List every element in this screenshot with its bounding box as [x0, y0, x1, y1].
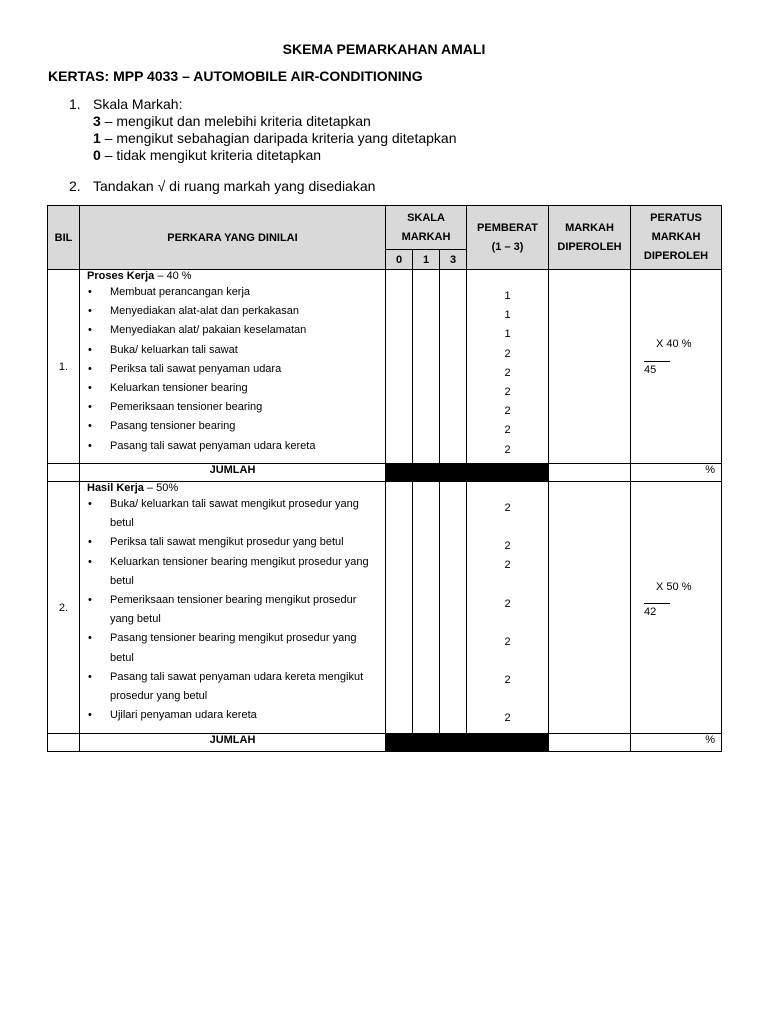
weight-value: 2 — [504, 502, 511, 514]
table-header-row — [48, 206, 722, 250]
section-criteria — [80, 482, 386, 734]
section-heading — [80, 482, 385, 495]
weight-value: 2 — [504, 712, 511, 725]
header-skala-line2: MARKAH — [401, 230, 451, 243]
total-row — [48, 734, 722, 752]
total-percent: % — [631, 464, 722, 482]
scale-desc: – mengikut dan melebihi kriteria ditetapkan — [100, 113, 371, 129]
header-peratus — [631, 206, 722, 270]
total-label: JUMLAH — [80, 734, 386, 752]
scale-score: 0 — [93, 147, 101, 163]
section-heading-weight: – 50% — [143, 482, 179, 494]
header-perkara: PERKARA YANG DINILAI — [80, 206, 386, 270]
fraction — [631, 361, 721, 377]
weight-value: 2 — [504, 597, 511, 610]
section-heading-weight: – 40 % — [154, 270, 192, 282]
mark-cell-1[interactable] — [413, 270, 440, 464]
weight-column — [467, 270, 549, 464]
weight-value: 2 — [504, 386, 511, 399]
list-item: • Periksa tali sawat mengikut prosedur yang betul — [80, 533, 385, 552]
criteria-list — [80, 495, 385, 725]
weight-value: 2 — [504, 443, 511, 456]
percent-formula: X 40 % — [656, 338, 692, 350]
mark-cell-3[interactable] — [440, 270, 467, 464]
document-title: SKEMA PEMARKAHAN AMALI — [282, 41, 486, 57]
header-skala — [386, 206, 467, 250]
header-markah-line2: DIPEROLEH — [557, 240, 622, 253]
total-percent: % — [631, 734, 722, 752]
weight-value: 2 — [504, 540, 511, 553]
weight-value: 2 — [504, 424, 511, 437]
percent-formula: X 50 % — [656, 581, 692, 593]
weight-value: 2 — [504, 366, 511, 379]
list-item: • Pasang tensioner bearing — [80, 417, 385, 436]
list-item: • Buka/ keluarkan tali sawat — [80, 341, 385, 360]
header-peratus-line1: PERATUS — [650, 212, 702, 224]
header-peratus-line3: DIPEROLEH — [643, 250, 709, 262]
list-item: • Pemeriksaan tensioner bearing mengikut prosedur yang betul — [80, 591, 385, 629]
fraction — [631, 603, 721, 619]
list-item: • Pasang tensioner bearing mengikut prosedur yang betul — [80, 629, 385, 667]
list-item: • Ujilari penyaman udara kereta — [80, 706, 385, 725]
scale-score: 3 — [93, 113, 101, 129]
mark-cell-1[interactable] — [413, 482, 440, 734]
scale-label: Skala Markah: — [93, 96, 183, 112]
weight-value: 2 — [504, 635, 511, 648]
blacked-out-cell — [386, 734, 549, 752]
mark-cell-0[interactable] — [386, 270, 413, 464]
section-row-proses-kerja — [48, 270, 722, 464]
percentage-cell — [631, 270, 722, 464]
section-heading-bold: Hasil Kerja — [87, 482, 144, 494]
section-row-hasil-kerja — [48, 482, 722, 734]
total-marks-cell[interactable] — [549, 734, 631, 752]
percent-denominator: 45 — [644, 364, 657, 376]
scale-desc: – tidak mengikut kriteria ditetapkan — [100, 147, 322, 163]
header-pemberat — [467, 206, 549, 270]
weight-value: 1 — [504, 290, 511, 302]
percent-denominator: 42 — [644, 606, 657, 618]
list-item: • Keluarkan tensioner bearing mengikut prosedur yang betul — [80, 553, 385, 591]
list-item: • Menyediakan alat-alat dan perkakasan — [80, 302, 385, 321]
total-label: JUMLAH — [80, 464, 386, 482]
weight-value: 2 — [504, 559, 511, 572]
section-number: 1. — [48, 270, 80, 464]
criteria-list — [80, 283, 385, 456]
marking-scheme-table — [47, 205, 722, 752]
header-peratus-line2: MARKAH — [651, 231, 701, 243]
total-marks-cell[interactable] — [549, 464, 631, 482]
blacked-out-cell — [386, 464, 549, 482]
header-markah-line1: MARKAH — [565, 221, 614, 234]
weight-value: 2 — [504, 405, 511, 418]
tick-instruction-text: Tandakan √ di ruang markah yang disediakan — [93, 178, 376, 194]
header-scale-0: 0 — [386, 250, 413, 270]
percentage-cell — [631, 482, 722, 734]
weight-value: 2 — [504, 674, 511, 687]
instruction-number: 1. — [69, 96, 81, 112]
weight-value: 2 — [504, 347, 511, 360]
instruction-number: 2. — [69, 178, 81, 194]
list-item: • Menyediakan alat/ pakaian keselamatan — [80, 321, 385, 340]
header-markah — [549, 206, 631, 270]
weight-column — [467, 482, 549, 734]
list-item: • Pasang tali sawat penyaman udara kereta mengikut prosedur yang betul — [80, 668, 385, 706]
section-criteria — [80, 270, 386, 464]
marks-obtained-cell[interactable] — [549, 482, 631, 734]
list-item: • Keluarkan tensioner bearing — [80, 379, 385, 398]
section-heading-bold: Proses Kerja — [87, 270, 155, 282]
marks-obtained-cell[interactable] — [549, 270, 631, 464]
weight-value: 1 — [504, 309, 511, 322]
scale-score: 1 — [93, 130, 101, 146]
weight-value: 1 — [504, 328, 511, 341]
mark-cell-0[interactable] — [386, 482, 413, 734]
total-bil-cell — [48, 464, 80, 482]
scale-desc: – mengikut sebahagian daripada kriteria yang ditetapkan — [100, 130, 457, 146]
total-row — [48, 464, 722, 482]
paper-title: KERTAS: MPP 4033 – AUTOMOBILE AIR-CONDITIONING — [48, 68, 423, 84]
fraction-bar — [644, 361, 670, 362]
list-item: • Pasang tali sawat penyaman udara kereta — [80, 437, 385, 456]
total-bil-cell — [48, 734, 80, 752]
list-item: • Membuat perancangan kerja — [80, 283, 385, 302]
list-item: • Periksa tali sawat penyaman udara — [80, 360, 385, 379]
header-scale-3: 3 — [440, 250, 467, 270]
header-pemberat-line1: PEMBERAT — [477, 221, 538, 234]
list-item: • Buka/ keluarkan tali sawat mengikut prosedur yang betul — [80, 495, 385, 533]
header-bil: BIL — [48, 206, 80, 270]
header-pemberat-line2: (1 – 3) — [491, 240, 524, 253]
list-item: • Pemeriksaan tensioner bearing — [80, 398, 385, 417]
header-scale-1: 1 — [413, 250, 440, 270]
header-skala-line1: SKALA — [407, 211, 445, 224]
section-number: 2. — [48, 482, 80, 734]
mark-cell-3[interactable] — [440, 482, 467, 734]
section-heading — [80, 270, 385, 283]
fraction-bar — [644, 603, 670, 604]
